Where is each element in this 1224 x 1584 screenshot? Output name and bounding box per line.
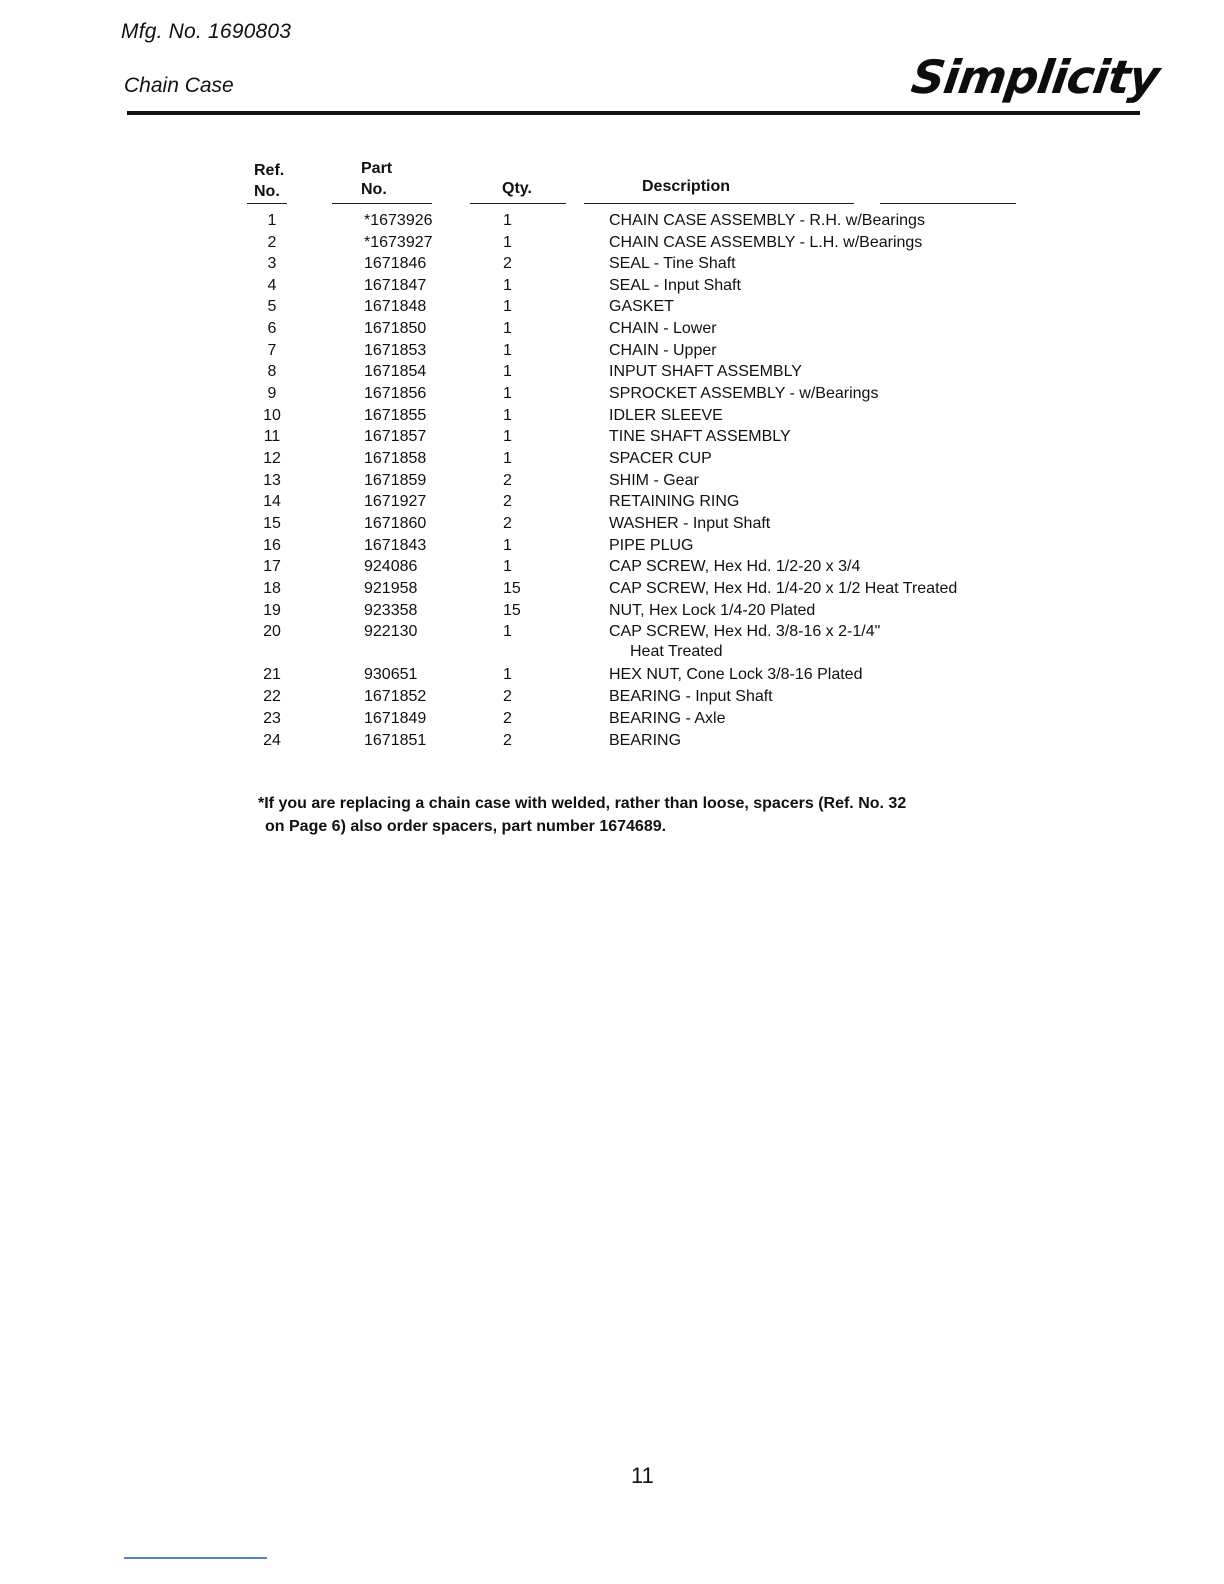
column-header-ref-line2: No. (254, 183, 280, 200)
qty-cell: 2 (503, 493, 512, 510)
table-row (0, 470, 1224, 492)
part-cell: 1671852 (364, 688, 427, 705)
qty-cell: 1 (503, 277, 512, 294)
header-underline-description-extra (880, 203, 1016, 204)
table-row (0, 405, 1224, 427)
ref-cell: 24 (263, 732, 281, 749)
column-header-part-line2: No. (361, 181, 387, 198)
column-header-part-line1: Part (361, 160, 393, 177)
qty-cell: 15 (503, 580, 521, 597)
description-cell: TINE SHAFT ASSEMBLY (609, 428, 791, 445)
description-cell: BEARING (609, 732, 682, 749)
table-row (0, 730, 1224, 752)
qty-cell: 15 (503, 602, 521, 619)
column-header-ref (254, 160, 284, 202)
description-cell: BEARING - Axle (609, 710, 726, 727)
description-cell: CHAIN CASE ASSEMBLY - R.H. w/Bearings (609, 212, 925, 229)
qty-cell: 2 (503, 710, 512, 727)
header-underline-qty (470, 203, 566, 204)
ref-cell: 16 (263, 537, 281, 554)
ref-cell: 9 (267, 385, 277, 402)
qty-cell: 1 (503, 212, 512, 229)
ref-cell: 23 (263, 710, 281, 727)
ref-cell: 18 (263, 580, 281, 597)
header-underline-ref (247, 203, 287, 204)
part-cell: 1671856 (364, 385, 427, 402)
description-cell: CAP SCREW, Hex Hd. 1/2-20 x 3/4 (609, 558, 861, 575)
description-cell: GASKET (609, 298, 674, 315)
ref-cell: 21 (263, 666, 281, 683)
ref-cell: 7 (267, 342, 277, 359)
part-cell: 1671854 (364, 363, 427, 380)
table-row (0, 513, 1224, 535)
table-row (0, 686, 1224, 708)
qty-cell: 2 (503, 732, 512, 749)
part-cell: *1673927 (364, 234, 433, 251)
description-continuation: Heat Treated (630, 643, 723, 660)
column-header-qty: Qty. (502, 180, 532, 197)
ref-cell: 12 (263, 450, 281, 467)
description-cell: CHAIN CASE ASSEMBLY - L.H. w/Bearings (609, 234, 923, 251)
header-underline-description (584, 203, 854, 204)
table-row (0, 210, 1224, 232)
footnote-line2: on Page 6) also order spacers, part number 1674689. (265, 818, 667, 835)
qty-cell: 1 (503, 298, 512, 315)
bottom-edge-line (124, 1557, 267, 1559)
table-row (0, 275, 1224, 297)
table-row (0, 253, 1224, 275)
qty-cell: 1 (503, 234, 512, 251)
mfg-number: Mfg. No. 1690803 (121, 20, 292, 43)
description-cell: SPROCKET ASSEMBLY - w/Bearings (609, 385, 879, 402)
table-row (0, 426, 1224, 448)
part-cell: 1671857 (364, 428, 427, 445)
part-cell: 1671927 (364, 493, 427, 510)
part-cell: 1671853 (364, 342, 427, 359)
ref-cell: 14 (263, 493, 281, 510)
description-cell: SEAL - Tine Shaft (609, 255, 736, 272)
footnote-line1: *If you are replacing a chain case with welded, rather than loose, spacers (Ref. No. 32 (258, 795, 907, 812)
part-cell: 1671843 (364, 537, 427, 554)
table-row (0, 556, 1224, 578)
ref-cell: 2 (267, 234, 277, 251)
qty-cell: 1 (503, 342, 512, 359)
table-row (0, 600, 1224, 622)
column-header-ref-line1: Ref. (254, 162, 285, 179)
part-cell: 1671849 (364, 710, 427, 727)
description-cell: CAP SCREW, Hex Hd. 1/4-20 x 1/2 Heat Treated (609, 580, 958, 597)
part-cell: 1671858 (364, 450, 427, 467)
part-cell: 930651 (364, 666, 418, 683)
column-header-part (361, 158, 392, 200)
description-cell: RETAINING RING (609, 493, 740, 510)
part-cell: *1673926 (364, 212, 433, 229)
qty-cell: 1 (503, 407, 512, 424)
ref-cell: 6 (267, 320, 277, 337)
table-row (0, 340, 1224, 362)
ref-cell: 19 (263, 602, 281, 619)
qty-cell: 1 (503, 428, 512, 445)
qty-cell: 1 (503, 666, 512, 683)
ref-cell: 10 (263, 407, 281, 424)
qty-cell: 2 (503, 472, 512, 489)
description-cell: SHIM - Gear (609, 472, 699, 489)
table-row (0, 621, 1224, 660)
brand-logo: Simplicity (908, 50, 1163, 104)
description-cell: PIPE PLUG (609, 537, 694, 554)
part-cell: 1671855 (364, 407, 427, 424)
ref-cell: 1 (267, 212, 277, 229)
ref-cell: 3 (267, 255, 277, 272)
table-row (0, 664, 1224, 686)
part-cell: 1671847 (364, 277, 427, 294)
table-row (0, 361, 1224, 383)
part-cell: 1671846 (364, 255, 427, 272)
part-cell: 1671848 (364, 298, 427, 315)
qty-cell: 2 (503, 255, 512, 272)
qty-cell: 1 (503, 623, 512, 640)
ref-cell: 4 (267, 277, 277, 294)
part-cell: 922130 (364, 623, 418, 640)
header-rule (127, 111, 1140, 115)
part-cell: 1671859 (364, 472, 427, 489)
table-row (0, 383, 1224, 405)
table-row (0, 296, 1224, 318)
description-cell: CHAIN - Upper (609, 342, 717, 359)
section-title: Chain Case (124, 74, 234, 97)
qty-cell: 1 (503, 363, 512, 380)
description-cell: SPACER CUP (609, 450, 712, 467)
page-number: 11 (631, 1463, 654, 1488)
column-header-description: Description (642, 178, 731, 195)
table-row (0, 708, 1224, 730)
qty-cell: 2 (503, 515, 512, 532)
part-cell: 921958 (364, 580, 418, 597)
table-row (0, 491, 1224, 513)
description-cell: SEAL - Input Shaft (609, 277, 741, 294)
qty-cell: 1 (503, 320, 512, 337)
ref-cell: 11 (263, 428, 281, 445)
description-cell: IDLER SLEEVE (609, 407, 723, 424)
part-cell: 923358 (364, 602, 418, 619)
table-row (0, 535, 1224, 557)
qty-cell: 1 (503, 450, 512, 467)
ref-cell: 15 (263, 515, 281, 532)
ref-cell: 22 (263, 688, 281, 705)
qty-cell: 1 (503, 558, 512, 575)
ref-cell: 13 (263, 472, 281, 489)
part-cell: 1671851 (364, 732, 427, 749)
table-row (0, 232, 1224, 254)
description-cell: BEARING - Input Shaft (609, 688, 773, 705)
description-cell: HEX NUT, Cone Lock 3/8-16 Plated (609, 666, 863, 683)
qty-cell: 1 (503, 537, 512, 554)
table-row (0, 318, 1224, 340)
header-underline-part (332, 203, 432, 204)
description-cell: NUT, Hex Lock 1/4-20 Plated (609, 602, 816, 619)
table-row (0, 448, 1224, 470)
description-cell: INPUT SHAFT ASSEMBLY (609, 363, 802, 380)
description-cell: CAP SCREW, Hex Hd. 3/8-16 x 2-1/4" (609, 623, 881, 640)
part-cell: 1671850 (364, 320, 427, 337)
ref-cell: 20 (263, 623, 281, 640)
ref-cell: 5 (267, 298, 277, 315)
part-cell: 1671860 (364, 515, 427, 532)
ref-cell: 17 (263, 558, 281, 575)
table-row (0, 578, 1224, 600)
part-cell: 924086 (364, 558, 418, 575)
ref-cell: 8 (267, 363, 277, 380)
qty-cell: 1 (503, 385, 512, 402)
footnote (258, 792, 998, 838)
description-cell: CHAIN - Lower (609, 320, 717, 337)
qty-cell: 2 (503, 688, 512, 705)
description-cell: WASHER - Input Shaft (609, 515, 771, 532)
